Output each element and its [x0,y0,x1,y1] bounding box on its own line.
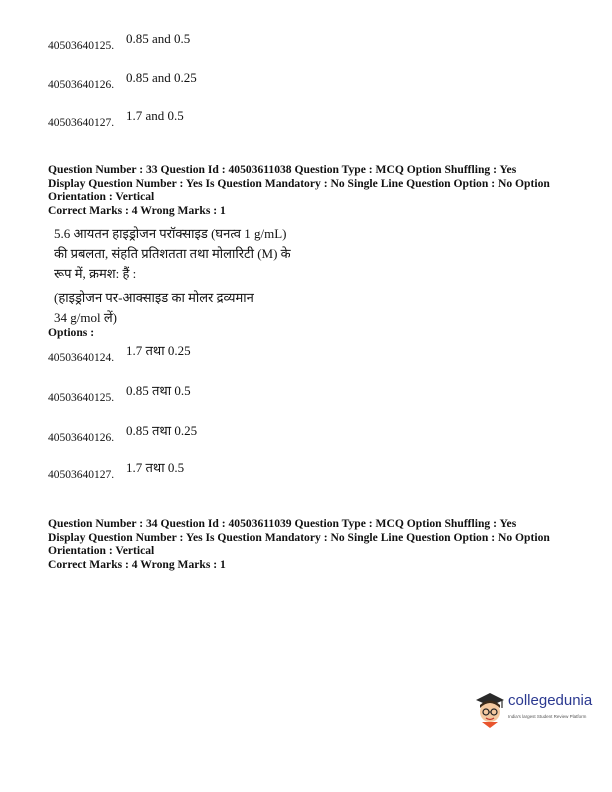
question-34-header [48,517,588,571]
collegedunia-logo [470,686,600,730]
header-line: Display Question Number : Yes Is Question Mandatory : No Single Line Question Option : No Option [48,530,550,544]
header-line: Question Number : 34 Question Id : 40503611039 Question Type : MCQ Option Shuffling : Yes [48,517,517,530]
option-text: 1.7 and 0.5 [126,108,184,123]
option-text: 1.7 तथा 0.25 [126,343,191,358]
logo-tagline: India's largest Student Review Platform [508,714,587,719]
option-id: 40503640125. [48,392,115,404]
body-line: 5.6 आयतन हाइड्रोजन परॉक्साइड (घनत्व 1 g/mL) [54,226,287,241]
header-line: Correct Marks : 4 Wrong Marks : 1 [48,203,226,217]
header-line: Display Question Number : Yes Is Question Mandatory : No Single Line Question Option : No Option [48,176,550,190]
question-33-body [54,224,291,328]
header-line: Orientation : Vertical [48,544,155,557]
option-id: 40503640127. [48,469,115,481]
options-label: Options : [48,326,95,339]
question-33-header [48,163,588,217]
option-text: 0.85 and 0.5 [126,31,191,46]
option-id: 40503640125. [48,40,115,52]
option-id: 40503640127. [48,117,115,129]
option-text: 1.7 तथा 0.5 [126,460,185,475]
header-line: Correct Marks : 4 Wrong Marks : 1 [48,557,226,571]
body-line: (हाइड्रोजन पर-आक्साइड का मोलर द्रव्यमान [54,290,254,305]
option-id: 40503640126. [48,79,115,91]
body-line: की प्रबलता, संहति प्रतिशतता तथा मोलारिटी (M) के [54,246,291,261]
option-text: 0.85 तथा 0.5 [126,383,191,398]
logo-name: collegedunia [508,692,593,709]
body-line: 34 g/mol लें) [54,310,117,325]
option-id: 40503640126. [48,432,115,444]
graduate-mascot-icon [472,688,508,728]
header-line: Question Number : 33 Question Id : 40503611038 Question Type : MCQ Option Shuffling : Yes [48,163,517,176]
option-text: 0.85 तथा 0.25 [126,423,198,438]
header-line: Orientation : Vertical [48,190,155,203]
option-id: 40503640124. [48,352,115,364]
body-line: रूप में, क्रमश: हैं : [54,266,137,281]
option-text: 0.85 and 0.25 [126,70,197,85]
